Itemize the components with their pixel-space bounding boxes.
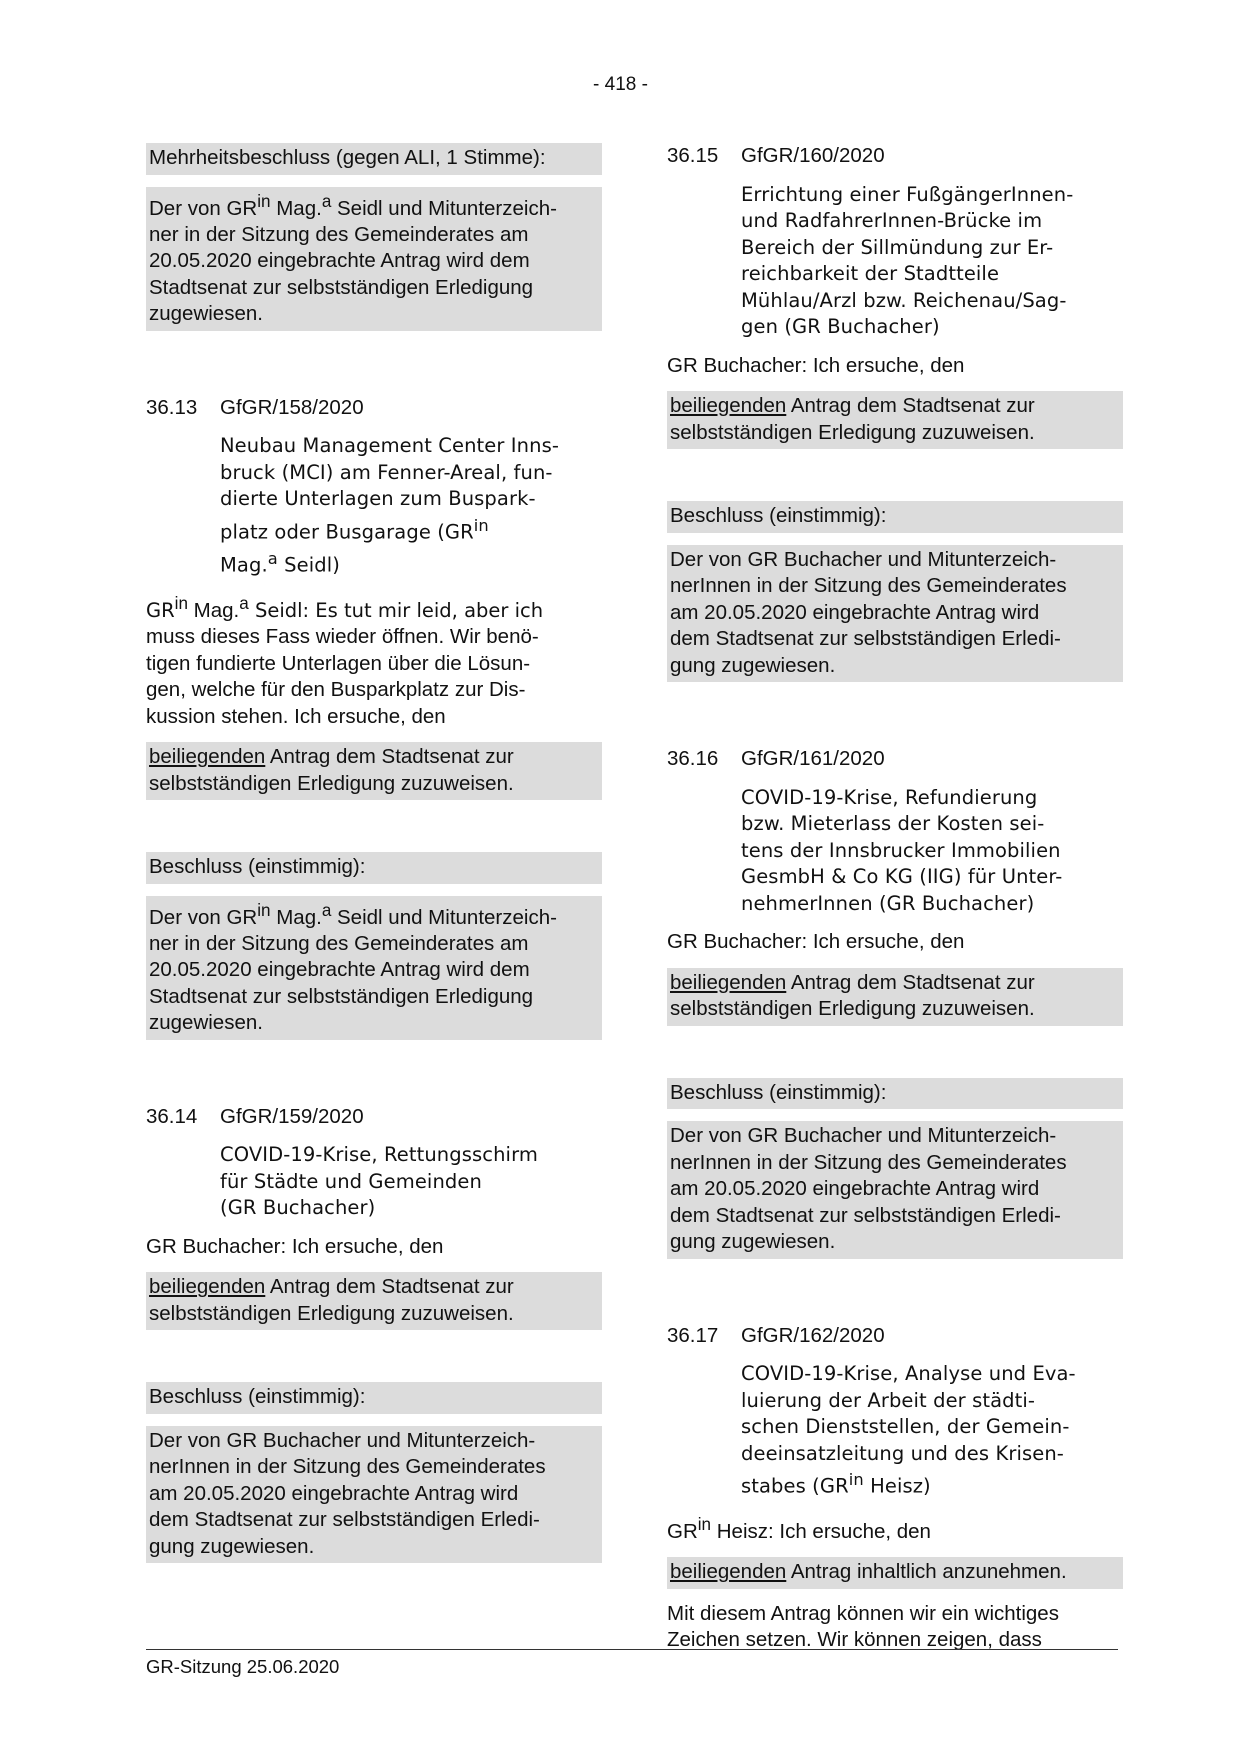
decision-text: [667, 1121, 1123, 1259]
text-line: bruck (MCI) am Fenner-Areal, fun-: [220, 460, 553, 484]
text-line: muss dieses Fass wieder öffnen. Wir benö-: [146, 625, 539, 649]
text-line: COVID-19-Krise, Rettungsschirm: [220, 1143, 538, 1167]
text-line: Der von GR Buchacher und Mitunterzeich-: [670, 547, 1057, 571]
text-line: GR Buchacher: Ich ersuche, den: [667, 930, 965, 953]
text-line: und RadfahrerInnen-Brücke im: [741, 209, 1043, 232]
superscript: in: [697, 1515, 712, 1534]
speaker-statement: [667, 353, 1123, 380]
text-run: Antrag inhaltlich anzunehmen.: [786, 1560, 1067, 1584]
agenda-item-number: 36.16: [667, 747, 719, 770]
page-number: - 418 -: [593, 74, 648, 95]
text-line: dierte Unterlagen zum Buspark-: [220, 487, 536, 511]
text-run: GR: [667, 1519, 698, 1543]
speaker-statement: [146, 1234, 602, 1261]
agenda-item-title: [220, 433, 602, 579]
vote-result: [146, 1382, 602, 1414]
agenda-item-code: GfGR/162/2020: [741, 1323, 885, 1347]
text-run: stabes (GR: [741, 1474, 849, 1498]
underlined-word: beiliegenden: [670, 394, 787, 417]
text-line: am 20.05.2020 eingebrachte Antrag wird: [670, 600, 1040, 624]
text-line: gung zugewiesen.: [149, 1534, 315, 1558]
text-line: nehmerInnen (GR Buchacher): [741, 891, 1035, 915]
text-run: Seidl und Mitunterzeich-: [331, 905, 557, 929]
text-line: reichbarkeit der Stadtteile: [741, 262, 1000, 285]
superscript: in: [848, 1470, 864, 1489]
text-line: am 20.05.2020 eingebrachte Antrag wird: [149, 1481, 519, 1505]
vote-result: [667, 1078, 1123, 1110]
agenda-item-heading: [146, 1104, 602, 1131]
agenda-item-title: [741, 182, 1123, 341]
agenda-item-heading: [667, 746, 1123, 773]
text-line: tigen fundierte Unterlagen über die Lösun-: [146, 651, 531, 675]
right-column: [667, 143, 1123, 1666]
agenda-item-number: 36.13: [146, 395, 198, 419]
text-line: COVID-19-Krise, Analyse und Eva-: [741, 1362, 1076, 1385]
agenda-item-number: 36.17: [667, 1323, 719, 1347]
text-run: Seidl): [277, 553, 340, 577]
text-line: bzw. Mieterlass der Kosten sei-: [741, 812, 1045, 835]
text-line: Stadtsenat zur selbstständigen Erledigung: [149, 275, 534, 299]
text-line: gung zugewiesen.: [670, 1230, 836, 1253]
agenda-item-heading: [146, 395, 602, 422]
vote-text: Beschluss (einstimmig):: [670, 1080, 887, 1104]
text-line: Mit diesem Antrag können wir ein wichtiges: [667, 1601, 1059, 1625]
decision-text: [146, 187, 602, 331]
text-run: platz oder Busgarage (GR: [220, 520, 474, 544]
text-line: selbstständigen Erledigung zuzuweisen.: [149, 771, 514, 795]
vote-text: Beschluss (einstimmig):: [670, 504, 887, 527]
text-line: Errichtung einer FußgängerInnen-: [741, 182, 1074, 206]
superscript: in: [257, 900, 271, 920]
text-run: Antrag dem Stadtsenat zur: [265, 745, 514, 769]
text-run: Mag.: [270, 196, 322, 220]
superscript: a: [267, 548, 278, 568]
agenda-item-title: [741, 785, 1123, 918]
text-line: selbstständigen Erledigung zuzuweisen.: [149, 1301, 514, 1325]
agenda-item-code: GfGR/159/2020: [220, 1104, 364, 1128]
superscript: in: [257, 191, 271, 211]
agenda-item-code: GfGR/160/2020: [741, 144, 885, 167]
speaker-statement: [667, 1512, 1123, 1545]
underlined-word: beiliegenden: [149, 745, 266, 769]
text-run: Antrag dem Stadtsenat zur: [265, 1275, 514, 1299]
text-line: Stadtsenat zur selbstständigen Erledigung: [149, 984, 534, 1008]
motion-text: [146, 1272, 602, 1330]
text-line: 20.05.2020 eingebrachte Antrag wird dem: [149, 958, 530, 982]
vote-text: Beschluss (einstimmig):: [149, 855, 366, 879]
agenda-item-code: GfGR/161/2020: [741, 747, 885, 770]
text-line: schen Dienststellen, der Gemein-: [741, 1415, 1070, 1438]
left-column: [146, 143, 602, 1575]
text-run: Seidl und Mitunterzeich-: [331, 196, 557, 220]
superscript: a: [321, 900, 332, 920]
text-run: Heisz): [863, 1474, 931, 1498]
text-run: Der von GR: [149, 196, 258, 220]
text-line: kussion stehen. Ich ersuche, den: [146, 704, 446, 728]
vote-result: [146, 143, 602, 175]
text-line: Der von GR Buchacher und Mitunterzeich-: [670, 1124, 1057, 1147]
agenda-item-heading: [667, 143, 1123, 170]
text-line: Der von GR Buchacher und Mitunterzeich-: [149, 1428, 536, 1452]
text-line: ner in der Sitzung des Gemeinderates am: [149, 222, 529, 246]
text-line: zugewiesen.: [149, 302, 263, 326]
footer-divider: [146, 1649, 1118, 1650]
text-line: nerInnen in der Sitzung des Gemeinderates: [670, 1150, 1067, 1174]
text-line: deeinsatzleitung und des Krisen-: [741, 1441, 1064, 1465]
footer-text: GR-Sitzung 25.06.2020: [146, 1656, 340, 1677]
underlined-word: beiliegenden: [670, 1560, 787, 1584]
decision-text: [146, 896, 602, 1040]
text-line: dem Stadtsenat zur selbstständigen Erledi-: [149, 1508, 540, 1532]
text-line: luierung der Arbeit der städti-: [741, 1388, 1036, 1412]
underlined-word: beiliegenden: [670, 970, 787, 994]
motion-text: [667, 1557, 1123, 1589]
text-run: Der von GR: [149, 905, 258, 929]
vote-text: Mehrheitsbeschluss (gegen ALI, 1 Stimme):: [149, 146, 546, 169]
text-run: Seidl: Es tut mir leid, aber ich: [248, 598, 544, 622]
speaker-continuation: [667, 1601, 1123, 1654]
text-line: am 20.05.2020 eingebrachte Antrag wird: [670, 1177, 1040, 1200]
vote-result: [146, 852, 602, 884]
superscript: a: [321, 191, 332, 211]
superscript: in: [174, 593, 188, 613]
text-run: Mag.: [220, 553, 268, 577]
text-line: zugewiesen.: [149, 1011, 263, 1035]
text-line: selbstständigen Erledigung zuzuweisen.: [670, 420, 1035, 444]
decision-text: [667, 545, 1123, 683]
agenda-item-title: [741, 1361, 1123, 1500]
motion-text: [667, 391, 1123, 449]
text-line: GesmbH & Co KG (IIG) für Unter-: [741, 865, 1063, 888]
text-line: GR Buchacher: Ich ersuche, den: [667, 353, 965, 377]
superscript: a: [239, 593, 249, 613]
vote-text: Beschluss (einstimmig):: [149, 1385, 366, 1409]
text-line: dem Stadtsenat zur selbstständigen Erledi-: [670, 627, 1061, 650]
agenda-item-code: GfGR/158/2020: [220, 395, 364, 419]
text-line: für Städte und Gemeinden: [220, 1169, 482, 1193]
text-line: gung zugewiesen.: [670, 653, 836, 677]
speaker-statement: [667, 929, 1123, 956]
text-run: Heisz: Ich ersuche, den: [711, 1519, 931, 1543]
text-line: GR Buchacher: Ich ersuche, den: [146, 1234, 444, 1258]
text-run: Mag.: [270, 905, 322, 929]
underlined-word: beiliegenden: [149, 1275, 266, 1299]
text-line: tens der Innsbrucker Immobilien: [741, 838, 1061, 862]
superscript: in: [473, 515, 489, 535]
text-line: nerInnen in der Sitzung des Gemeinderates: [670, 574, 1067, 597]
text-line: Bereich der Sillmündung zur Er-: [741, 235, 1054, 259]
decision-text: [146, 1426, 602, 1564]
agenda-item-title: [220, 1142, 602, 1222]
speaker-statement: [146, 591, 602, 730]
text-run: Antrag dem Stadtsenat zur: [786, 970, 1035, 994]
text-line: nerInnen in der Sitzung des Gemeinderates: [149, 1455, 546, 1479]
text-run: Antrag dem Stadtsenat zur: [786, 394, 1035, 417]
agenda-item-number: 36.14: [146, 1104, 198, 1128]
text-line: Mühlau/Arzl bzw. Reichenau/Sag-: [741, 288, 1067, 312]
text-line: selbstständigen Erledigung zuzuweisen.: [670, 997, 1035, 1020]
text-line: 20.05.2020 eingebrachte Antrag wird dem: [149, 249, 530, 273]
text-line: ner in der Sitzung des Gemeinderates am: [149, 931, 529, 955]
vote-result: [667, 501, 1123, 533]
agenda-item-heading: [667, 1323, 1123, 1350]
text-line: Neubau Management Center Inns-: [220, 434, 559, 458]
text-line: gen (GR Buchacher): [741, 315, 940, 338]
text-line: gen, welche für den Busparkplatz zur Dis-: [146, 678, 526, 702]
text-line: (GR Buchacher): [220, 1196, 376, 1220]
text-line: dem Stadtsenat zur selbstständigen Erledi-: [670, 1203, 1061, 1227]
motion-text: [146, 742, 602, 800]
text-line: Zeichen setzen. Wir können zeigen, dass: [667, 1628, 1042, 1652]
text-run: GR: [146, 598, 175, 622]
text-line: COVID-19-Krise, Refundierung: [741, 785, 1038, 809]
motion-text: [667, 968, 1123, 1026]
text-run: Mag.: [187, 598, 240, 622]
agenda-item-number: 36.15: [667, 144, 719, 167]
